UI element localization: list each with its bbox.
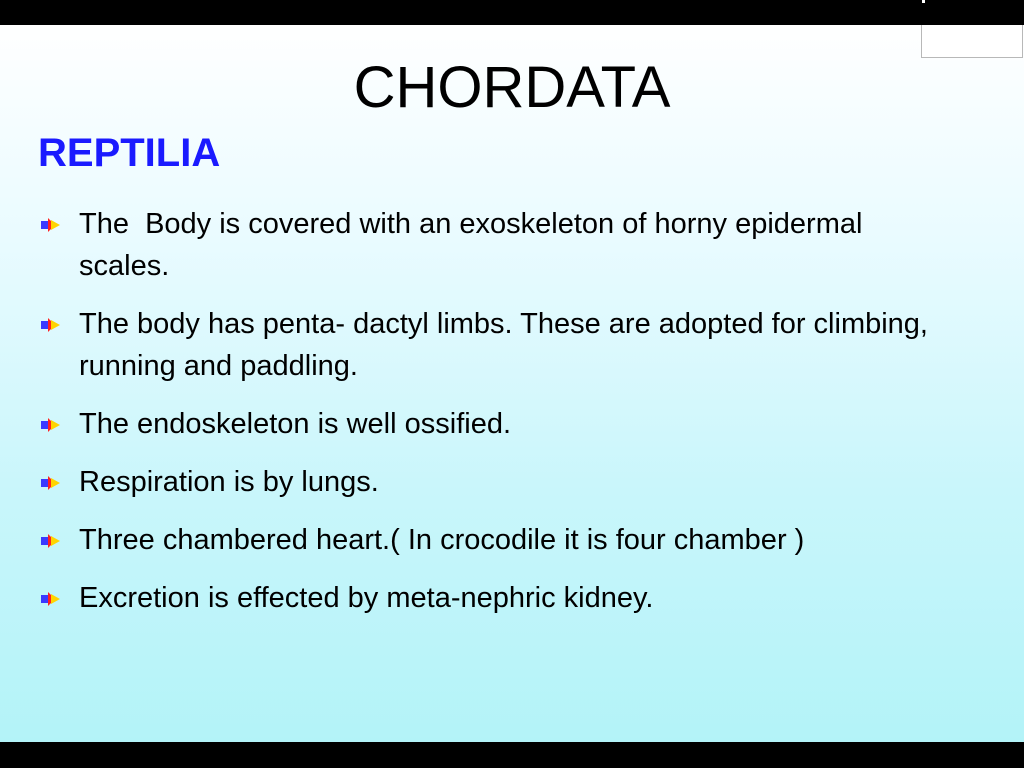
slide-title: CHORDATA <box>353 55 671 120</box>
bullet-text: Respiration is by lungs. <box>79 466 379 498</box>
slide-canvas <box>0 25 1024 742</box>
arrow-bullet-icon <box>41 476 63 490</box>
arrow-bullet-icon <box>41 318 63 332</box>
bullet-item <box>40 403 960 445</box>
top-bar-marker <box>922 0 925 3</box>
bullet-item <box>40 303 960 387</box>
arrow-bullet-icon <box>41 418 63 432</box>
top-black-bar <box>0 0 1024 25</box>
bullet-item <box>40 461 960 503</box>
slide-subtitle: REPTILIA <box>38 131 221 175</box>
arrow-bullet-icon <box>41 592 63 606</box>
bottom-black-bar <box>0 742 1024 768</box>
arrow-bullet-icon <box>41 534 63 548</box>
bullet-text: Three chambered heart.( In crocodile it is four chamber ) <box>79 524 805 556</box>
bullet-text: The Body is covered with an exoskeleton of horny epidermal scales. <box>79 208 871 282</box>
bullet-list <box>40 203 960 635</box>
arrow-bullet-icon <box>41 218 63 232</box>
bullet-text: Excretion is effected by meta-nephric kidney. <box>79 582 654 614</box>
bullet-item <box>40 519 960 561</box>
bullet-text: The body has penta- dactyl limbs. These are adopted for climbing, running and paddling. <box>79 308 937 382</box>
bullet-text: The endoskeleton is well ossified. <box>79 408 512 440</box>
bullet-item <box>40 203 960 287</box>
bullet-item <box>40 577 960 619</box>
